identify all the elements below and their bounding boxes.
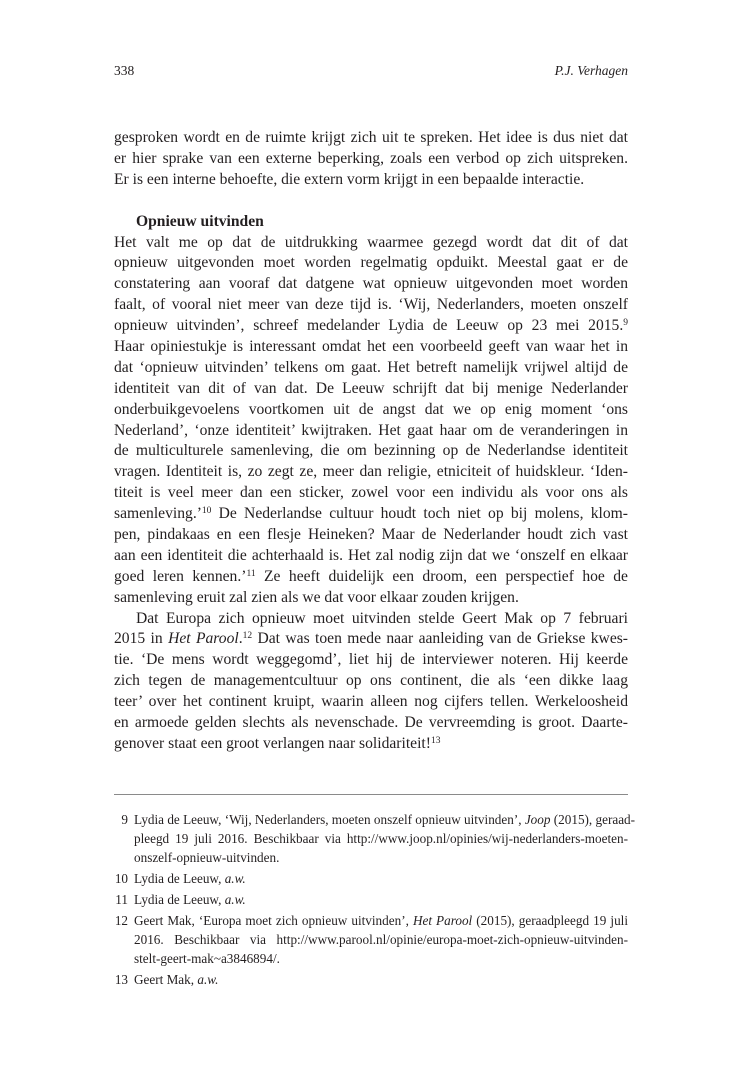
- footnote-line[interactable]: stelt-geert-mak~a3846894/.: [134, 951, 280, 966]
- text-line: tie. ‘De mens wordt weggegomd’, liet hij de interviewer noteren. Hij keerde: [114, 651, 628, 669]
- text-line: opnieuw uitvinden’, schreef medelander Lydia de Leeuw op 23 mei 2015.$^9$: [114, 317, 628, 335]
- running-header: [114, 63, 628, 83]
- footnote-line: Lydia de Leeuw, a.w.: [134, 871, 246, 886]
- main-text: [114, 128, 628, 755]
- footnote-line: Lydia de Leeuw, ‘Wij, Nederlanders, moeten onszelf opnieuw uitvinden’, Joop (2015), geraad-: [134, 812, 636, 827]
- text-line: samenleving eruit zal zien als we dat voor elkaar zouden krijgen.: [114, 588, 519, 606]
- footnote-line: Lydia de Leeuw, a.w.: [134, 892, 246, 907]
- text-line: Het valt me op dat de uitdrukking waarmee gezegd wordt dat dit of dat: [114, 233, 628, 251]
- text-line: samenleving.’$^{10}$ De Nederlandse cultuur houdt toch niet op bij molens, klom-: [114, 505, 628, 523]
- footnote-ref-12[interactable]: 12: [242, 631, 253, 642]
- footnote-ref-13[interactable]: 13: [430, 735, 441, 746]
- text-line: de multiculturele samenleving, die om bezinning op de Nederlandse identiteit: [114, 442, 628, 460]
- footnote-line[interactable]: onszelf-opnieuw-uitvinden.: [134, 850, 280, 865]
- paragraph-continued: [114, 128, 628, 191]
- footnote-number: 11: [115, 892, 128, 907]
- footnote-number: 9: [121, 812, 128, 827]
- text-line: faalt, of vooral niet meer van deze tijd is. ‘Wij, Nederlanders, moeten onszelf: [114, 296, 628, 314]
- text-line: onderbuikgevoelens voortkomen uit de angst dat we op enig moment ‘ons: [114, 400, 628, 418]
- footnote-line: Geert Mak, ‘Europa moet zich opnieuw uitvinden’, Het Parool (2015), geraadpleegd 19 juli: [134, 913, 628, 928]
- text-line: goed leren kennen.’$^{11}$ Ze heeft duidelijk een droom, een perspectief hoe de: [114, 567, 628, 585]
- text-line: constatering aan vooraf dat datgene wat opnieuw uitgevonden moet worden: [114, 275, 628, 293]
- footnote-divider: [114, 794, 628, 795]
- text-line: opnieuw uitgevonden moet worden regelmatig opduikt. Meestal gaat er de: [114, 254, 628, 272]
- footnote-number: 12: [114, 913, 128, 928]
- text-line: Er is een interne behoefte, die extern vorm krijgt in een bepaalde interactie.: [114, 170, 585, 188]
- footnote-line[interactable]: 2016. Beschikbaar via http://www.parool.nl/opinie/europa-moet-zich-opnieuw-uitvinden-: [134, 932, 628, 947]
- text-line: identiteit van dit of van dat. De Leeuw schrijft dat bij menige Nederlander: [114, 379, 628, 397]
- footnote-9: [114, 810, 636, 867]
- footnote-line: Geert Mak, a.w.: [134, 972, 219, 987]
- running-head-author: P.J. Verhagen: [554, 63, 628, 78]
- section-heading: Opnieuw uitvinden: [136, 212, 264, 230]
- text-line: Dat Europa zich opnieuw moet uitvinden stelde Geert Mak op 7 februari: [136, 609, 628, 627]
- footnote-number: 13: [114, 972, 128, 987]
- paragraph-europa: [114, 609, 628, 755]
- text-line: 2015 in Het Parool.$^{12}$ Dat was toen mede naar aanleiding van de Griekse kwes-: [114, 630, 629, 648]
- text-line: Haar opiniestukje is interessant omdat het een voorbeeld geeft van waar het in: [114, 338, 628, 356]
- text-line: teer’ over het continent kruipt, waarin alleen nog cijfers tellen. Werkeloosheid: [114, 693, 628, 711]
- paragraph-opnieuw-uitvinden: [114, 233, 628, 609]
- text-line: genover staat een groot verlangen naar solidariteit!$^{13}$: [114, 734, 441, 752]
- text-line: gesproken wordt en de ruimte krijgt zich uit te spreken. Het idee is dus niet dat: [114, 129, 628, 146]
- text-line: pen, pindakaas en een flesje Heineken? Maar de Nederlander houdt zich vast: [114, 526, 628, 544]
- footnote-ref-11[interactable]: 11: [246, 568, 256, 579]
- text-line: dat ‘opnieuw uitvinden’ telkens om gaat. Het betreft namelijk vrijwel altijd de: [114, 358, 628, 376]
- page-number: 338: [114, 63, 135, 78]
- text-line: en armoede gelden slechts als nevenschade. De vervreemding is groot. Daarte-: [114, 714, 628, 732]
- footnote-line[interactable]: pleegd 19 juli 2016. Beschikbaar via http://www.joop.nl/opinies/wij-nederlanders-moeten-: [134, 831, 628, 846]
- footnote-10: [114, 869, 628, 888]
- text-line: zich tegen de managementcultuur op ons continent, die als ‘een dikke laag: [114, 672, 628, 690]
- footnotes: [114, 810, 636, 991]
- footnote-number: 10: [114, 871, 128, 886]
- text-line: er hier sprake van een externe beperking, zoals een verbod op zich uitspreken.: [114, 149, 628, 167]
- footnote-ref-10[interactable]: 10: [201, 506, 212, 517]
- text-line: Nederland’, ‘onze identiteit’ kwijtraken. Het gaat haar om de veranderingen in: [114, 421, 628, 439]
- footnote-12: [114, 911, 628, 968]
- footnote-ref-9[interactable]: 9: [623, 318, 628, 329]
- footnote-13: [114, 970, 628, 989]
- text-line: vragen. Identiteit is, zo zegt ze, meer dan religie, etniciteit of huidskleur. ‘Iden-: [114, 463, 628, 481]
- footnote-11: [114, 890, 628, 909]
- text-line: titeit is veel meer dan een sticker, zowel voor een individu als voor ons als: [114, 484, 628, 502]
- text-line: aan een identiteit die achterhaald is. Het zal nodig zijn dat we ‘onszelf en elkaar: [114, 546, 628, 564]
